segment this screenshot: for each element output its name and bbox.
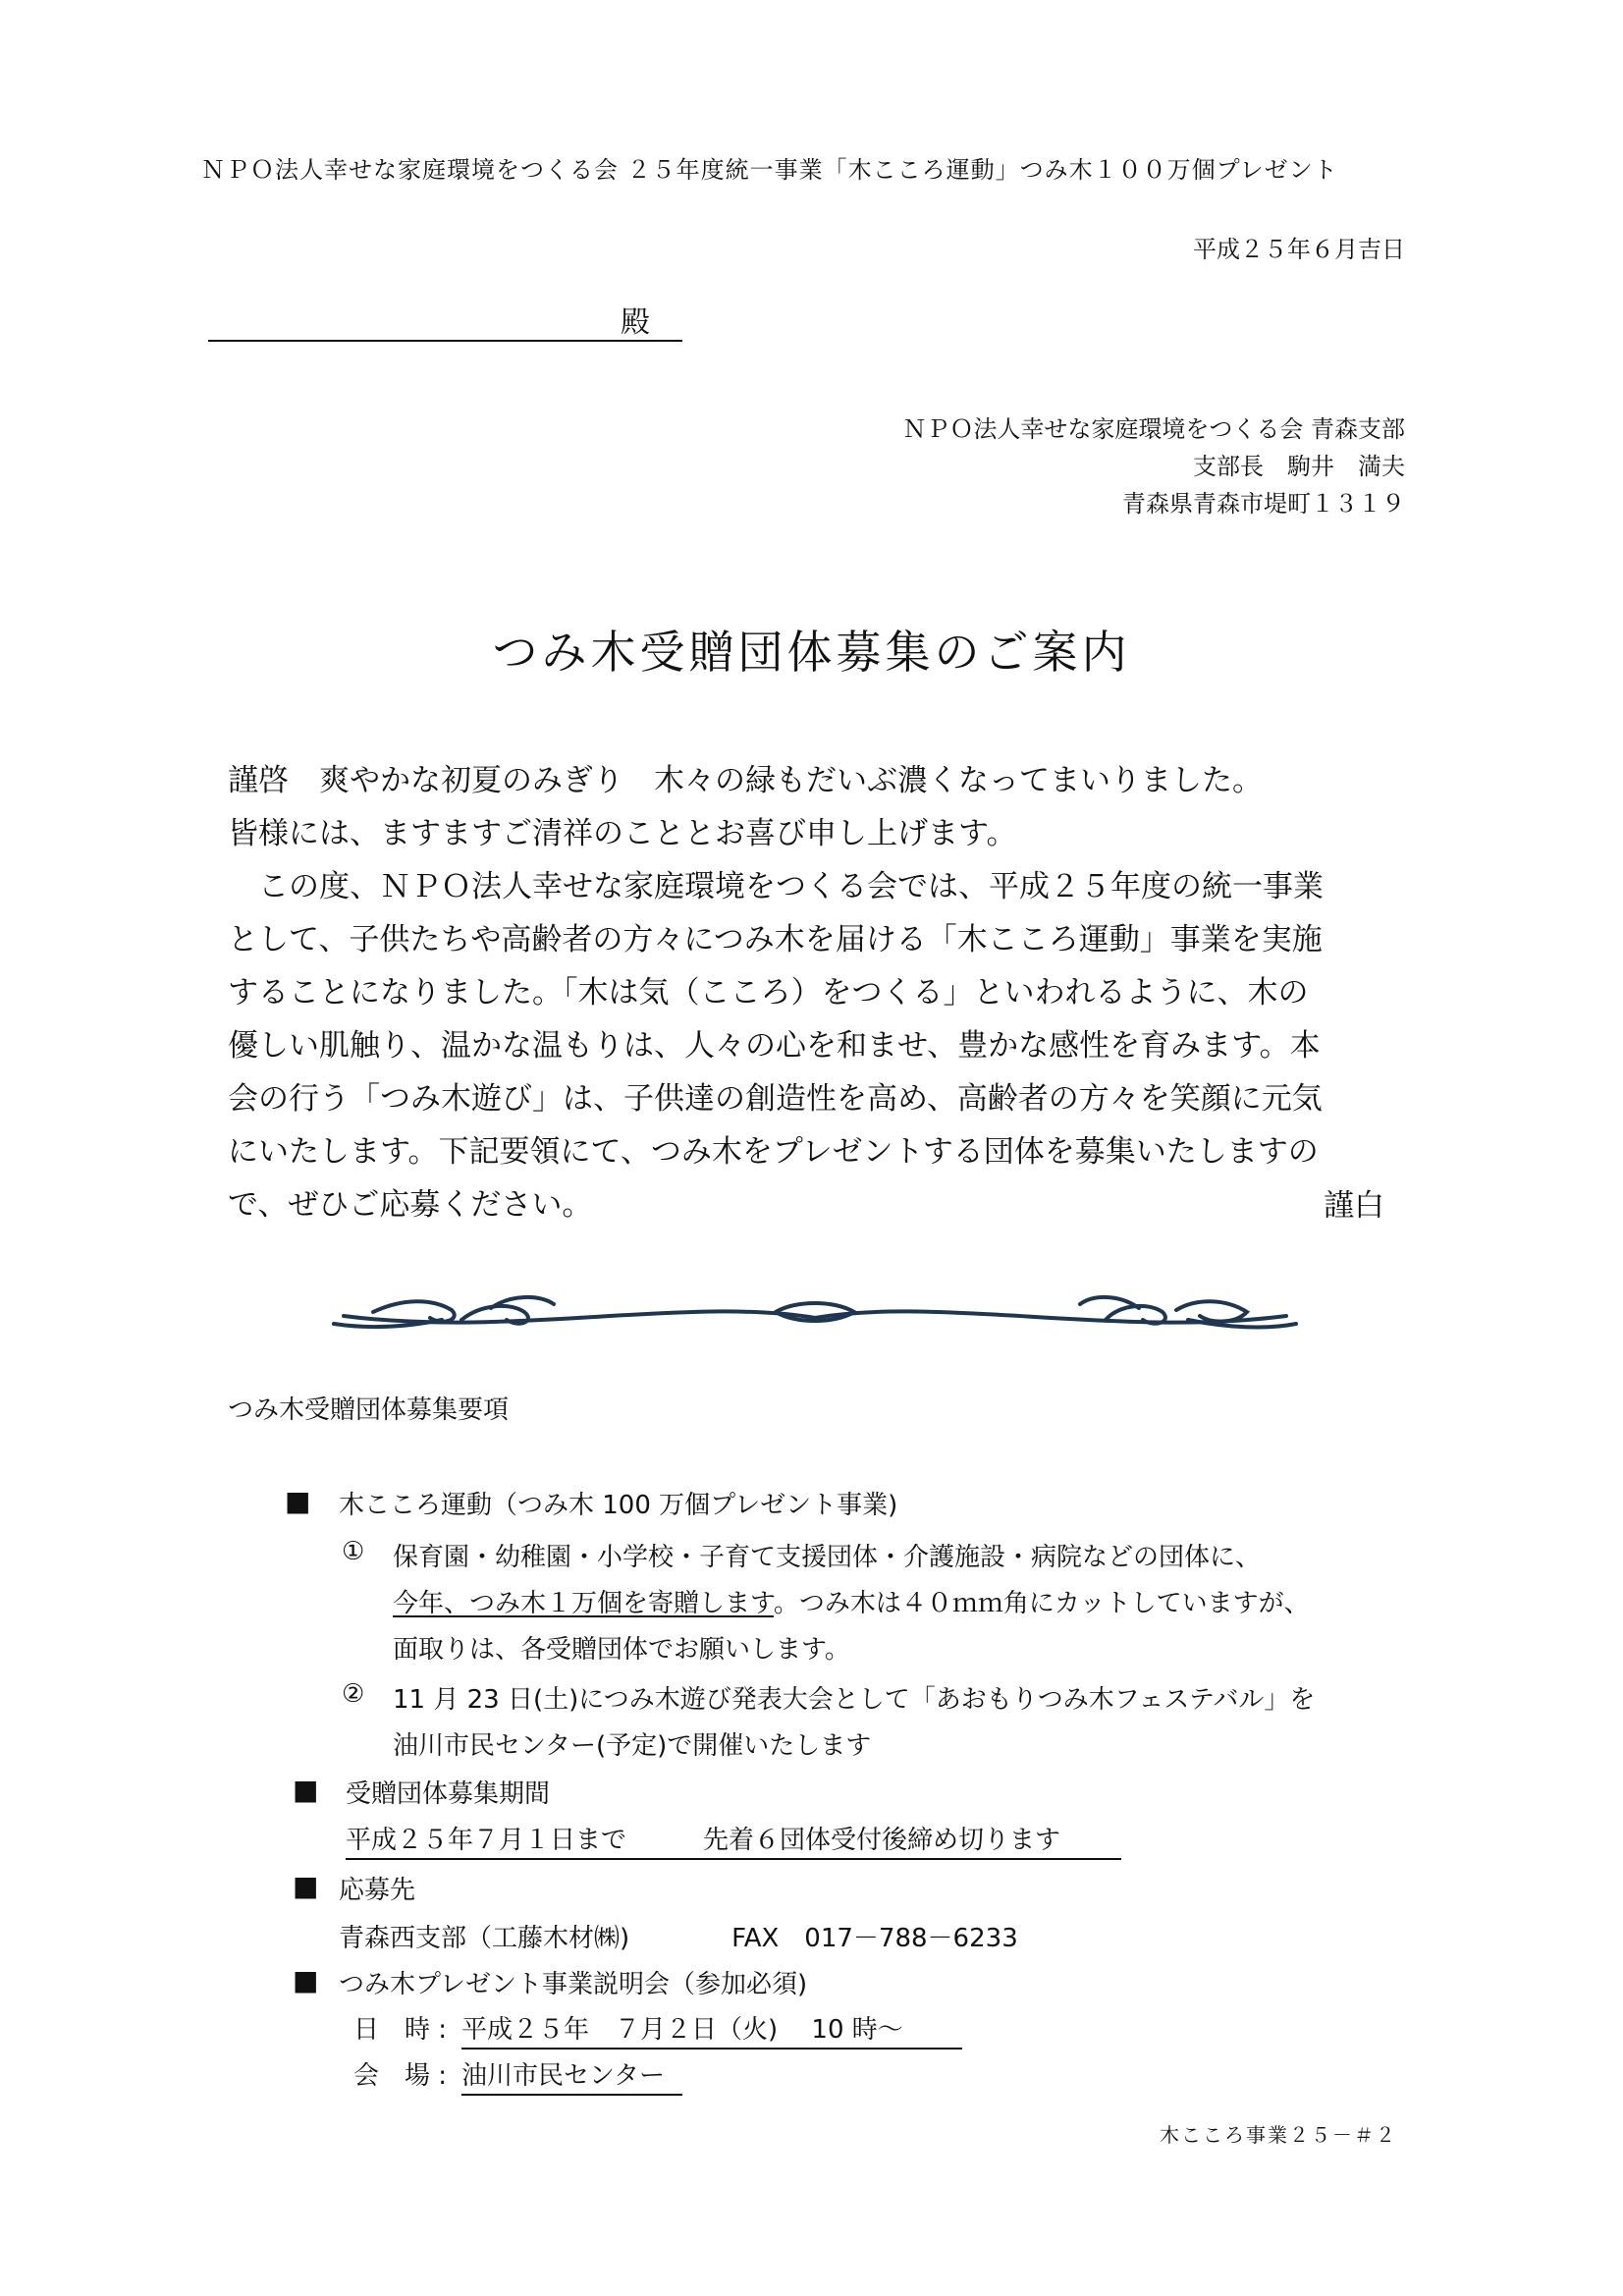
sender-block bbox=[902, 410, 1405, 522]
recipient-name-blank bbox=[208, 295, 682, 342]
document-date: 平成２５年６月吉日 bbox=[1193, 236, 1405, 263]
document-title: つみ木受贈団体募集のご案内 bbox=[492, 626, 1131, 679]
item4-date-value: 平成２５年 ７月２日（火) 10 時～ bbox=[461, 2009, 962, 2050]
item3-title: 応募先 bbox=[339, 1876, 416, 1905]
bullet-icon: ■ bbox=[293, 1774, 319, 1806]
item4-title: つみ木プレゼント事業説明会（参加必須) bbox=[339, 1970, 808, 1999]
body-line: 優しい肌触り、温かな温もりは、人々の心を和ませ、豊かな感性を育みます。本 bbox=[228, 1028, 1321, 1064]
body-line: 会の行う「つみ木遊び」は、子供達の創造性を高め、高齢者の方々を笑顔に元気 bbox=[228, 1081, 1323, 1117]
recipient-suffix: 殿 bbox=[621, 305, 650, 340]
bullet-icon: ■ bbox=[285, 1485, 311, 1517]
sender-org: ＮＰＯ法人幸せな家庭環境をつくる会 青森支部 bbox=[902, 415, 1405, 443]
item4-date-label: 日 時 : bbox=[353, 2015, 448, 2045]
item1-title: 木こころ運動（つみ木 100 万個プレゼント事業) bbox=[339, 1491, 898, 1520]
item1-sub1-number: ① bbox=[342, 1537, 365, 1566]
body-line: にいたします。下記要領にて、つみ木をプレゼントする団体を募集いたしますの bbox=[228, 1134, 1319, 1170]
item1-sub1-line3: 面取りは、各受贈団体でお願いします。 bbox=[393, 1635, 850, 1665]
item3-detail: 青森西支部（工藤木材㈱) FAX 017－788－6233 bbox=[339, 1924, 1018, 1953]
header-line: ＮＰＯ法人幸せな家庭環境をつくる会 ２５年度統一事業「木こころ運動」つみ木１００万個プレゼント bbox=[201, 156, 1338, 184]
section-heading: つみ木受贈団体募集要項 bbox=[228, 1395, 510, 1425]
ornamental-divider bbox=[314, 1277, 1316, 1355]
body-line: することになりました。「木は気（こころ）をつくる」といわれるように、木の bbox=[228, 975, 1309, 1011]
body-line: この度、ＮＰＯ法人幸せな家庭環境をつくる会では、平成２５年度の統一事業 bbox=[228, 869, 1324, 904]
item2-detail: 平成２５年７月１日まで 先着６団体受付後締め切ります bbox=[346, 1820, 1121, 1860]
item1-sub2-line2: 油川市民センター(予定)で開催いたします bbox=[393, 1731, 872, 1761]
bullet-icon: ■ bbox=[293, 1964, 319, 1996]
item1-sub2-line1: 11 月 23 日(土)につみ木遊び発表大会として「あおもりつみ木フェステバル」を bbox=[393, 1685, 1316, 1715]
sender-address: 青森県青森市堤町１３１９ bbox=[1122, 490, 1405, 518]
item2-title: 受贈団体募集期間 bbox=[346, 1779, 551, 1809]
body-line: で、ぜひご応募ください。 bbox=[228, 1187, 593, 1223]
item1-sub1-line1: 保育園・幼稚園・小学校・子育て支援団体・介護施設・病院などの団体に、 bbox=[393, 1543, 1262, 1572]
item4-place-label: 会 場 : bbox=[353, 2061, 448, 2091]
item1-sub1-highlight: 今年、つみ木１万個を寄贈します bbox=[393, 1589, 774, 1618]
footer-code: 木こころ事業２５－＃２ bbox=[1160, 2123, 1397, 2147]
item1-sub2-number: ② bbox=[342, 1679, 365, 1709]
item1-sub1-line2-rest: 。つみ木は４０ｍｍ角にカットしていますが、 bbox=[773, 1589, 1310, 1618]
closing-word: 謹白 bbox=[1324, 1188, 1384, 1224]
sender-person: 支部長 駒井 満夫 bbox=[1193, 453, 1405, 480]
item4-place-value: 油川市民センター bbox=[461, 2055, 682, 2096]
bullet-icon: ■ bbox=[293, 1870, 319, 1902]
letter-body bbox=[228, 754, 1406, 1231]
body-line: 謹啓 爽やかな初夏のみぎり 木々の緑もだいぶ濃くなってまいりました。 bbox=[228, 763, 1263, 798]
body-line: として、子供たちや高齢者の方々につみ木を届ける「木こころ運動」事業を実施 bbox=[228, 922, 1323, 957]
item1-sub1-line2 bbox=[393, 1583, 1310, 1619]
body-line: 皆様には、ますますご清祥のこととお喜び申し上げます。 bbox=[228, 816, 1017, 851]
